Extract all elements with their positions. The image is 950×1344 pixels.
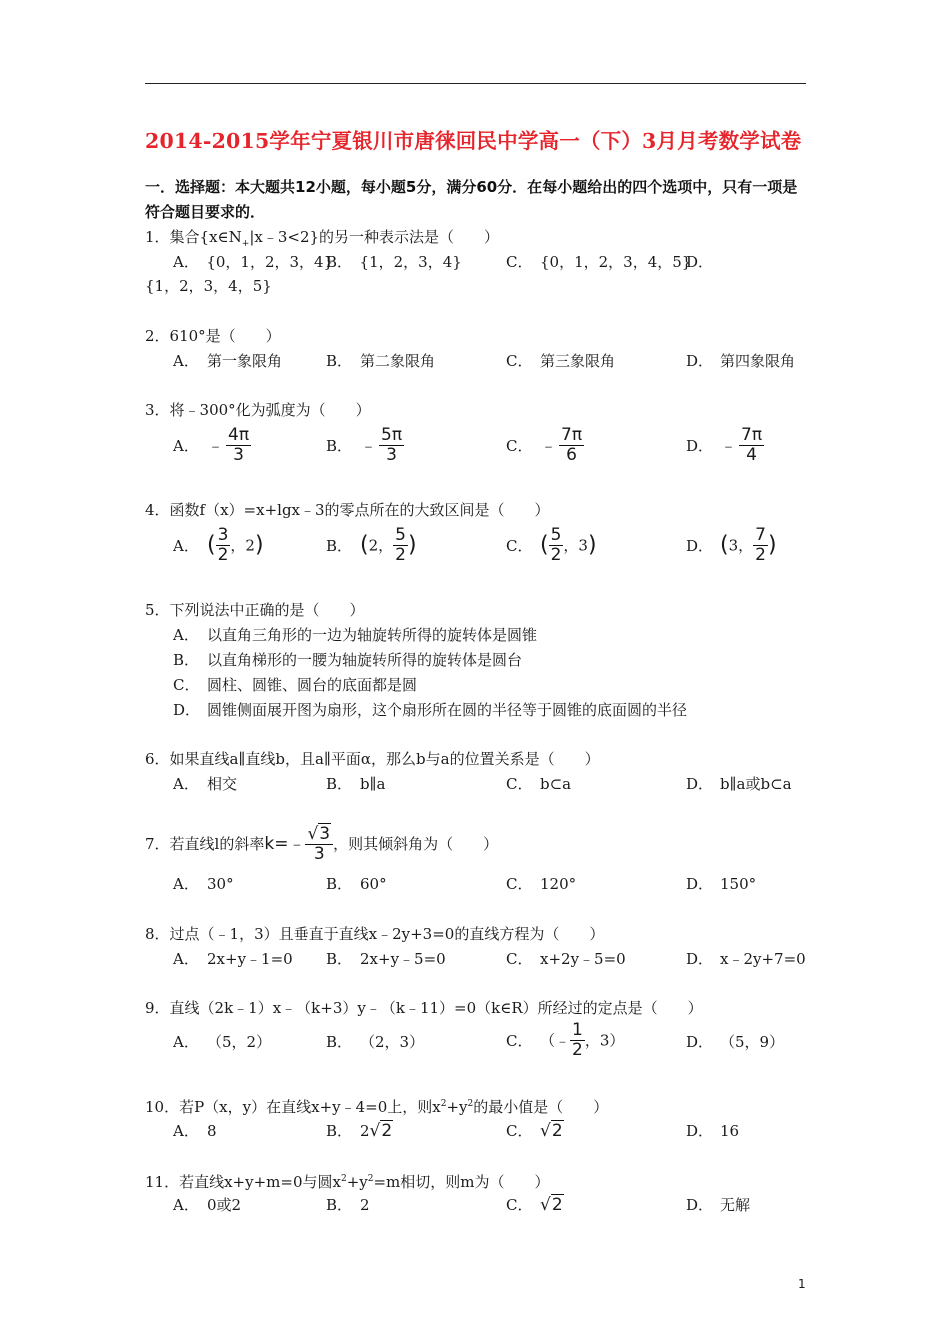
q10-c-sqrt [540, 1120, 564, 1141]
q3-a-denominator: 3 [233, 445, 244, 465]
q2-option-a [173, 351, 282, 371]
q4-option-d [686, 526, 777, 565]
q6-b-label: B． [326, 775, 353, 793]
q10-c-radicand: 2 [551, 1121, 563, 1141]
q3-b-denominator: 3 [386, 445, 397, 465]
question-8: 8．过点（﹣1，3）且垂直于直线x﹣2y+3=0的直线方程为（ ） [145, 925, 605, 943]
q10-sup-1: 2 [440, 1099, 447, 1109]
q3-option-b [326, 426, 404, 465]
q6-option-b [326, 774, 385, 794]
document-title: 2014-2015学年宁夏银川市唐徕回民中学高一（下）3月月考数学试卷 [145, 129, 802, 153]
q1-option-b: B． {1，2，3，4} [326, 253, 462, 271]
q3-c-denominator: 6 [566, 445, 577, 465]
q11-c-radicand: 2 [551, 1195, 563, 1215]
q10-option-d [686, 1121, 739, 1141]
q3-option-a [173, 426, 251, 465]
q1-option-c: C． {0，1，2，3，4，5} [506, 253, 692, 271]
q9-c-denominator: 2 [572, 1040, 583, 1060]
q4-d-head: 3， [728, 536, 754, 555]
q9-c-numerator: 1 [572, 1020, 583, 1040]
q10-option-c [506, 1121, 564, 1141]
q6-option-c [506, 774, 571, 794]
q4-b-label: B． [326, 536, 353, 555]
q9-d-label: D． [686, 1033, 714, 1051]
q9-a-text: （5，2） [207, 1033, 272, 1051]
q4-a-label: A． [173, 536, 199, 555]
q10-b-sqrt-icon: √ [369, 1121, 381, 1141]
q4-option-c [506, 526, 597, 565]
q11-option-c [506, 1195, 564, 1215]
q10-option-b [326, 1121, 393, 1141]
q11-text-a: 11．若直线x+y+m=0与圆x [145, 1173, 341, 1191]
q4-d-denominator: 2 [755, 545, 766, 565]
q1-text-b: |x﹣3<2}的另一种表示法是（ ） [249, 228, 500, 246]
q8-option-d [686, 949, 806, 969]
q4-d-label: D． [686, 536, 714, 555]
q10-text-c: 的最小值是（ ） [473, 1098, 609, 1116]
q11-sup-2: 2 [367, 1174, 374, 1184]
q7-d-text: 150° [720, 875, 757, 893]
q11-d-text: 无解 [720, 1196, 751, 1214]
q9-c-fraction [570, 1021, 585, 1060]
q9-c-tail: ，3） [584, 1031, 625, 1050]
q2-b-label: B． [326, 352, 353, 370]
q1-text-a: 1．集合{x∈N [145, 228, 242, 246]
q8-d-label: D． [686, 950, 714, 968]
q10-b-label: B． [326, 1122, 353, 1140]
header-rule [145, 83, 806, 84]
q4-b-fraction [393, 526, 408, 565]
q4-b-numerator: 5 [395, 525, 406, 545]
q11-option-d [686, 1195, 750, 1215]
q4-a-lparen: ( [207, 532, 216, 558]
q2-d-text: 第四象限角 [720, 352, 796, 370]
q3-b-fraction [379, 426, 404, 465]
q5-option-c [173, 675, 417, 695]
q1-option-d: {1，2，3，4，5} [145, 277, 272, 295]
q3-b-minus: ﹣ [360, 435, 377, 456]
q9-d-text: （5，9） [720, 1033, 785, 1051]
q2-option-d [686, 351, 795, 371]
q3-a-minus: ﹣ [207, 435, 224, 456]
q8-option-a [173, 949, 293, 969]
q4-a-rparen: ) [254, 532, 264, 558]
q3-c-label: C． [506, 436, 533, 455]
q5-d-label: D． [173, 701, 201, 719]
q3-option-c [506, 426, 584, 465]
q1-option-a: A． {0，1，2，3，4} [173, 253, 334, 271]
q7-text-a: 7．若直线l的斜率 [145, 835, 265, 853]
q5-option-a [173, 625, 537, 645]
q3-option-d [686, 426, 764, 465]
q11-a-text: 0或2 [207, 1196, 242, 1214]
q4-c-fraction [549, 526, 564, 565]
q4-a-fraction [216, 526, 231, 565]
q10-b-radicand: 2 [381, 1121, 393, 1141]
q7-option-d [686, 874, 756, 894]
q8-c-label: C． [506, 950, 533, 968]
q7-d-label: D． [686, 875, 714, 893]
q9-c-head: （﹣ [540, 1031, 571, 1050]
q7-c-label: C． [506, 875, 533, 893]
q11-d-label: D． [686, 1196, 714, 1214]
q7-numerator [305, 825, 333, 845]
q2-a-label: A． [173, 352, 199, 370]
q7-denominator: 3 [313, 843, 325, 864]
q6-d-text: b∥a或b⊂a [720, 775, 792, 793]
question-10 [145, 1097, 608, 1117]
q3-b-label: B． [326, 436, 353, 455]
q9-b-label: B． [326, 1033, 353, 1051]
q6-a-text: 相交 [207, 775, 238, 793]
q9-c-label: C． [506, 1031, 533, 1050]
q8-option-b [326, 949, 446, 969]
q11-option-a [173, 1195, 241, 1215]
q9-option-c [506, 1021, 624, 1060]
q5-b-label: B． [173, 651, 200, 669]
q3-c-minus: ﹣ [540, 435, 557, 456]
q10-sup-2: 2 [467, 1099, 474, 1109]
q4-b-rparen: ) [407, 532, 417, 558]
q11-sup-1: 2 [340, 1174, 347, 1184]
q6-b-text: b∥a [360, 775, 386, 793]
q6-d-label: D． [686, 775, 714, 793]
q4-a-numerator: 3 [217, 525, 229, 545]
q4-d-fraction [753, 526, 768, 565]
q3-b-numerator: 5π [381, 425, 403, 445]
q3-d-fraction [739, 426, 764, 465]
q1-subscript: + [241, 239, 250, 249]
q5-a-label: A． [173, 626, 199, 644]
page-number: 1 [798, 1277, 806, 1291]
q8-a-text: 2x+y﹣1=0 [207, 950, 293, 968]
q2-a-text: 第一象限角 [207, 352, 283, 370]
section-heading: 一．选择题：本大题共12小题，每小题5分，满分60分．在每小题给出的四个选项中，只有一项是符合题目要求的． [145, 178, 798, 221]
q3-d-numerator: 7π [741, 425, 763, 445]
q10-a-label: A． [173, 1122, 199, 1140]
q8-c-text: x+2y﹣5=0 [540, 950, 626, 968]
q10-text-b: +y [446, 1098, 468, 1116]
q11-c-sqrt [540, 1194, 564, 1215]
q10-d-text: 16 [720, 1122, 740, 1140]
q9-b-text: （2，3） [360, 1033, 425, 1051]
q5-d-text: 圆锥侧面展开图为扇形，这个扇形所在圆的半径等于圆锥的底面圆的半径 [207, 701, 688, 719]
q10-d-label: D． [686, 1122, 714, 1140]
q3-a-fraction [226, 426, 251, 465]
q4-c-denominator: 2 [550, 545, 562, 565]
q3-a-label: A． [173, 436, 199, 455]
q11-option-b [326, 1195, 370, 1215]
q10-c-label: C． [506, 1122, 533, 1140]
q8-a-label: A． [173, 950, 199, 968]
q2-d-label: D． [686, 352, 714, 370]
q3-a-numerator: 4π [228, 425, 250, 445]
q4-d-numerator: 7 [755, 525, 766, 545]
q11-a-label: A． [173, 1196, 199, 1214]
question-5: 5．下列说法中正确的是（ ） [145, 601, 365, 619]
q3-d-label: D． [686, 436, 714, 455]
q7-option-b [326, 874, 387, 894]
q7-c-text: 120° [540, 875, 577, 893]
q4-option-b [326, 526, 417, 565]
q7-b-text: 60° [360, 875, 387, 893]
q10-b-coefficient: 2 [360, 1122, 370, 1140]
q2-c-text: 第三象限角 [540, 352, 616, 370]
q4-b-lparen: ( [360, 532, 369, 558]
q8-d-text: x﹣2y+7=0 [720, 950, 806, 968]
q5-c-text: 圆柱、圆锥、圆台的底面都是圆 [207, 676, 418, 694]
q6-c-text: b⊂a [540, 775, 572, 793]
q6-option-a [173, 774, 237, 794]
q5-option-d [173, 700, 687, 720]
q2-b-text: 第二象限角 [360, 352, 436, 370]
q4-d-rparen: ) [767, 532, 777, 558]
q8-option-c [506, 949, 626, 969]
q6-option-d [686, 774, 792, 794]
q2-option-b [326, 351, 435, 371]
question-7 [145, 822, 498, 865]
q9-option-b [326, 1032, 424, 1052]
question-2: 2．610°是（ ） [145, 327, 281, 345]
q4-b-head: 2， [368, 536, 394, 555]
q9-option-a [173, 1032, 271, 1052]
q8-b-label: B． [326, 950, 353, 968]
q5-c-label: C． [173, 676, 200, 694]
q7-a-text: 30° [207, 875, 234, 893]
q7-b-label: B． [326, 875, 353, 893]
q4-c-lparen: ( [540, 532, 549, 558]
q10-a-text: 8 [207, 1122, 217, 1140]
q7-option-c [506, 874, 576, 894]
q4-b-denominator: 2 [395, 545, 406, 565]
q2-option-c [506, 351, 615, 371]
question-6: 6．如果直线a∥直线b，且a∥平面α，那么b与a的位置关系是（ ） [145, 750, 600, 768]
q7-option-a [173, 874, 234, 894]
q7-fraction [305, 825, 333, 864]
q1-option-d-label: D． [686, 253, 714, 271]
q11-b-label: B． [326, 1196, 353, 1214]
q11-text-c: =m相切，则m为（ ） [373, 1173, 550, 1191]
q10-c-sqrt-icon: √ [540, 1121, 551, 1141]
q10-option-a [173, 1121, 217, 1141]
q11-text-b: +y [346, 1173, 368, 1191]
q7-slope: k=﹣ [264, 834, 306, 854]
q7-sqrt-icon: √ [307, 823, 319, 844]
q4-option-a [173, 526, 264, 565]
question-11 [145, 1172, 550, 1192]
q3-c-numerator: 7π [561, 425, 583, 445]
q7-radicand: 3 [319, 823, 331, 844]
q11-c-sqrt-icon: √ [540, 1195, 551, 1215]
q5-a-text: 以直角三角形的一边为轴旋转所得的旋转体是圆锥 [207, 626, 538, 644]
q8-b-text: 2x+y﹣5=0 [360, 950, 446, 968]
q3-c-fraction [559, 426, 584, 465]
q11-b-text: 2 [360, 1196, 370, 1214]
q10-text-a: 10．若P（x，y）在直线x+y﹣4=0上，则x [145, 1098, 441, 1116]
q4-a-denominator: 2 [217, 545, 229, 565]
q11-c-label: C． [506, 1196, 533, 1214]
q7-a-label: A． [173, 875, 199, 893]
q4-a-tail: ，2 [230, 536, 255, 555]
question-4: 4．函数f（x）=x+lgx﹣3的零点所在的大致区间是（ ） [145, 501, 550, 519]
q2-c-label: C． [506, 352, 533, 370]
q10-b-sqrt [370, 1120, 394, 1141]
q9-a-label: A． [173, 1033, 199, 1051]
q6-c-label: C． [506, 775, 533, 793]
q3-d-minus: ﹣ [720, 435, 737, 456]
q4-c-rparen: ) [587, 532, 597, 558]
question-1 [145, 227, 499, 247]
q4-d-lparen: ( [720, 532, 729, 558]
q3-d-denominator: 4 [746, 445, 757, 465]
q6-a-label: A． [173, 775, 199, 793]
q4-c-tail: ，3 [563, 536, 588, 555]
q5-option-b [173, 650, 522, 670]
question-3: 3．将﹣300°化为弧度为（ ） [145, 401, 371, 419]
q9-option-d [686, 1032, 784, 1052]
q4-c-label: C． [506, 536, 533, 555]
q5-b-text: 以直角梯形的一腰为轴旋转所得的旋转体是圆台 [207, 651, 523, 669]
question-9: 9．直线（2k﹣1）x﹣（k+3）y﹣（k﹣11）=0（k∈R）所经过的定点是（ ） [145, 999, 703, 1017]
q7-text-b: ，则其倾斜角为（ ） [333, 835, 499, 853]
q4-c-numerator: 5 [550, 525, 562, 545]
